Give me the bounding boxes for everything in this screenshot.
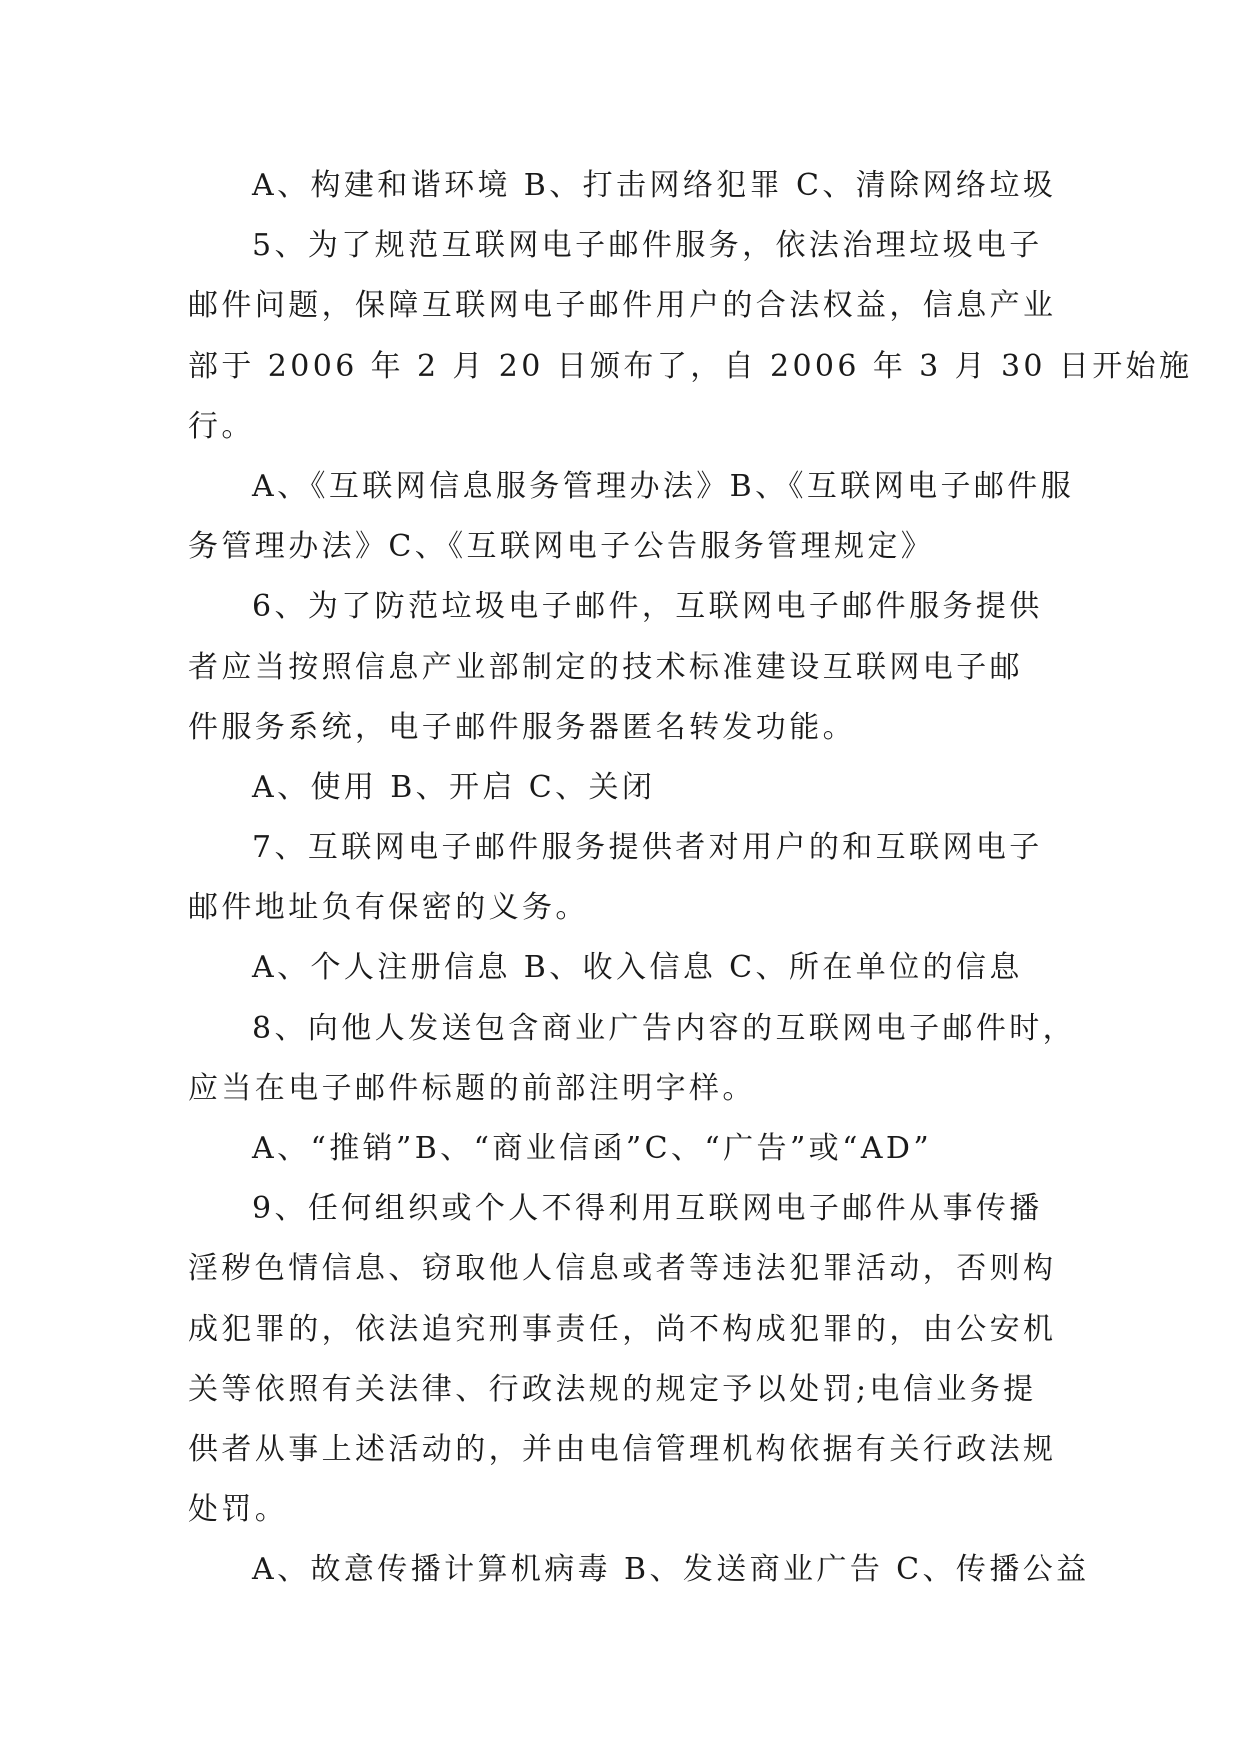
text-line: 5、为了规范互联网电子邮件服务，依法治理垃圾电子 [252, 228, 1043, 264]
text-line: 件服务系统，电子邮件服务器匿名转发功能。 [188, 709, 856, 745]
document-body [188, 156, 1193, 1601]
text-line: A、“推销”B、“商业信函”C、“广告”或“AD” [252, 1131, 933, 1166]
text-line: 应当在电子邮件标题的前部注明字样。 [188, 1070, 756, 1106]
text-line: 6、为了防范垃圾电子邮件，互联网电子邮件服务提供 [252, 589, 1043, 625]
text-line: 7、互联网电子邮件服务提供者对用户的和互联网电子 [252, 830, 1043, 866]
text-line: 邮件问题，保障互联网电子邮件用户的合法权益，信息产业 [188, 288, 1057, 324]
text-line: 淫秽色情信息、窃取他人信息或者等违法犯罪活动，否则构 [188, 1251, 1057, 1287]
text-line: 关等依照有关法律、行政法规的规定予以处罚;电信业务提 [188, 1371, 1037, 1407]
text-line: A、使用 B、开启 C、关闭 [252, 769, 656, 805]
text-line: A、构建和谐环境 B、打击网络犯罪 C、清除网络垃圾 [252, 168, 1057, 203]
text-line: 供者从事上述活动的，并由电信管理机构依据有关行政法规 [188, 1431, 1057, 1467]
text-line: A、个人注册信息 B、收入信息 C、所在单位的信息 [252, 950, 1023, 986]
text-line: 者应当按照信息产业部制定的技术标准建设互联网电子邮 [188, 649, 1023, 685]
text-line: A、《互联网信息服务管理办法》B、《互联网电子邮件服 [252, 468, 1075, 504]
text-line: 9、任何组织或个人不得利用互联网电子邮件从事传播 [252, 1191, 1043, 1227]
text-line: A、故意传播计算机病毒 B、发送商业广告 C、传播公益 [252, 1552, 1090, 1588]
text-line: 部于 2006 年 2 月 20 日颁布了，自 2006 年 3 月 30 日开始施 [188, 348, 1193, 384]
text-line: 处罚。 [188, 1492, 289, 1528]
text-line: 务管理办法》C、《互联网电子公告服务管理规定》 [188, 529, 935, 565]
text-line: 邮件地址负有保密的义务。 [188, 890, 589, 926]
text-line: 成犯罪的，依法追究刑事责任，尚不构成犯罪的，由公安机 [188, 1311, 1057, 1347]
text-line: 8、向他人发送包含商业广告内容的互联网电子邮件时， [252, 1010, 1077, 1046]
text-line: 行。 [188, 408, 255, 444]
